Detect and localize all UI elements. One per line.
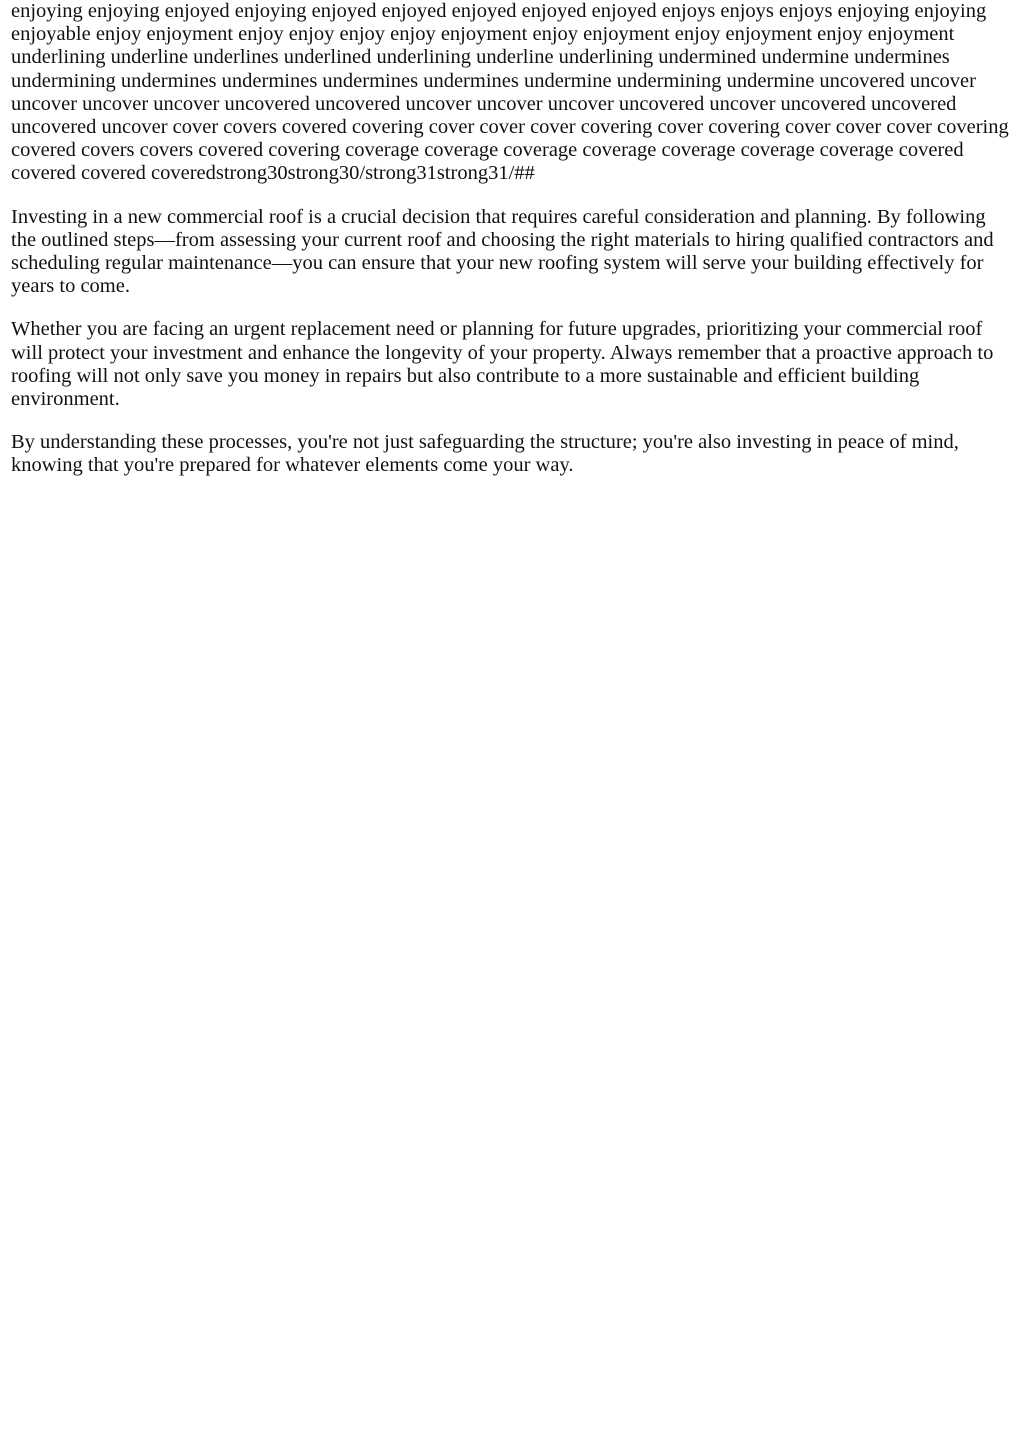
paragraph-keyword-list: enjoying enjoying enjoyed enjoying enjoyed enjoyed enjoyed enjoyed enjoyed enjoys enjoys enjoys enjoying enjoying enjoyable enjoy enjoyment enjoy enjoy enjoy enjoy enjoyment enjoy enjoyment enjoy enjoyment enjoy enjoyment underlining underline underlines underlined underlining underline underlining undermined undermine undermines undermining undermines undermines undermines undermines undermine undermining undermine uncovered uncover uncover uncover uncover uncovered uncovered uncover uncover uncover uncovered uncover uncovered uncovered uncovered uncover cover covers covered covering cover cover cover covering cover covering cover cover cover covering covered covers covers covered covering coverage coverage coverage coverage coverage coverage coverage covered covered covered coveredstrong30strong30/strong31strong31/## <box>11 0 1009 185</box>
paragraph-whether: Whether you are facing an urgent replacement need or planning for future upgrades, prioritizing your commercial roof will protect your investment and enhance the longevity of your property. Always remember that a proactive approach to roofing will not only save you money in repairs but also contribute to a more sustainable and efficient building environment. <box>11 318 994 411</box>
document-body <box>11 0 1013 478</box>
paragraph-understanding: By understanding these processes, you're not just safeguarding the structure; you're also investing in peace of mind, knowing that you're prepared for whatever elements come your way. <box>11 431 959 477</box>
paragraph-investing: Investing in a new commercial roof is a crucial decision that requires careful consideration and planning. By following the outlined steps—from assessing your current roof and choosing the right materials to hiring qualified contractors and scheduling regular maintenance—you can ensure that your new roofing system will serve your building effectively for years to come. <box>11 205 994 298</box>
